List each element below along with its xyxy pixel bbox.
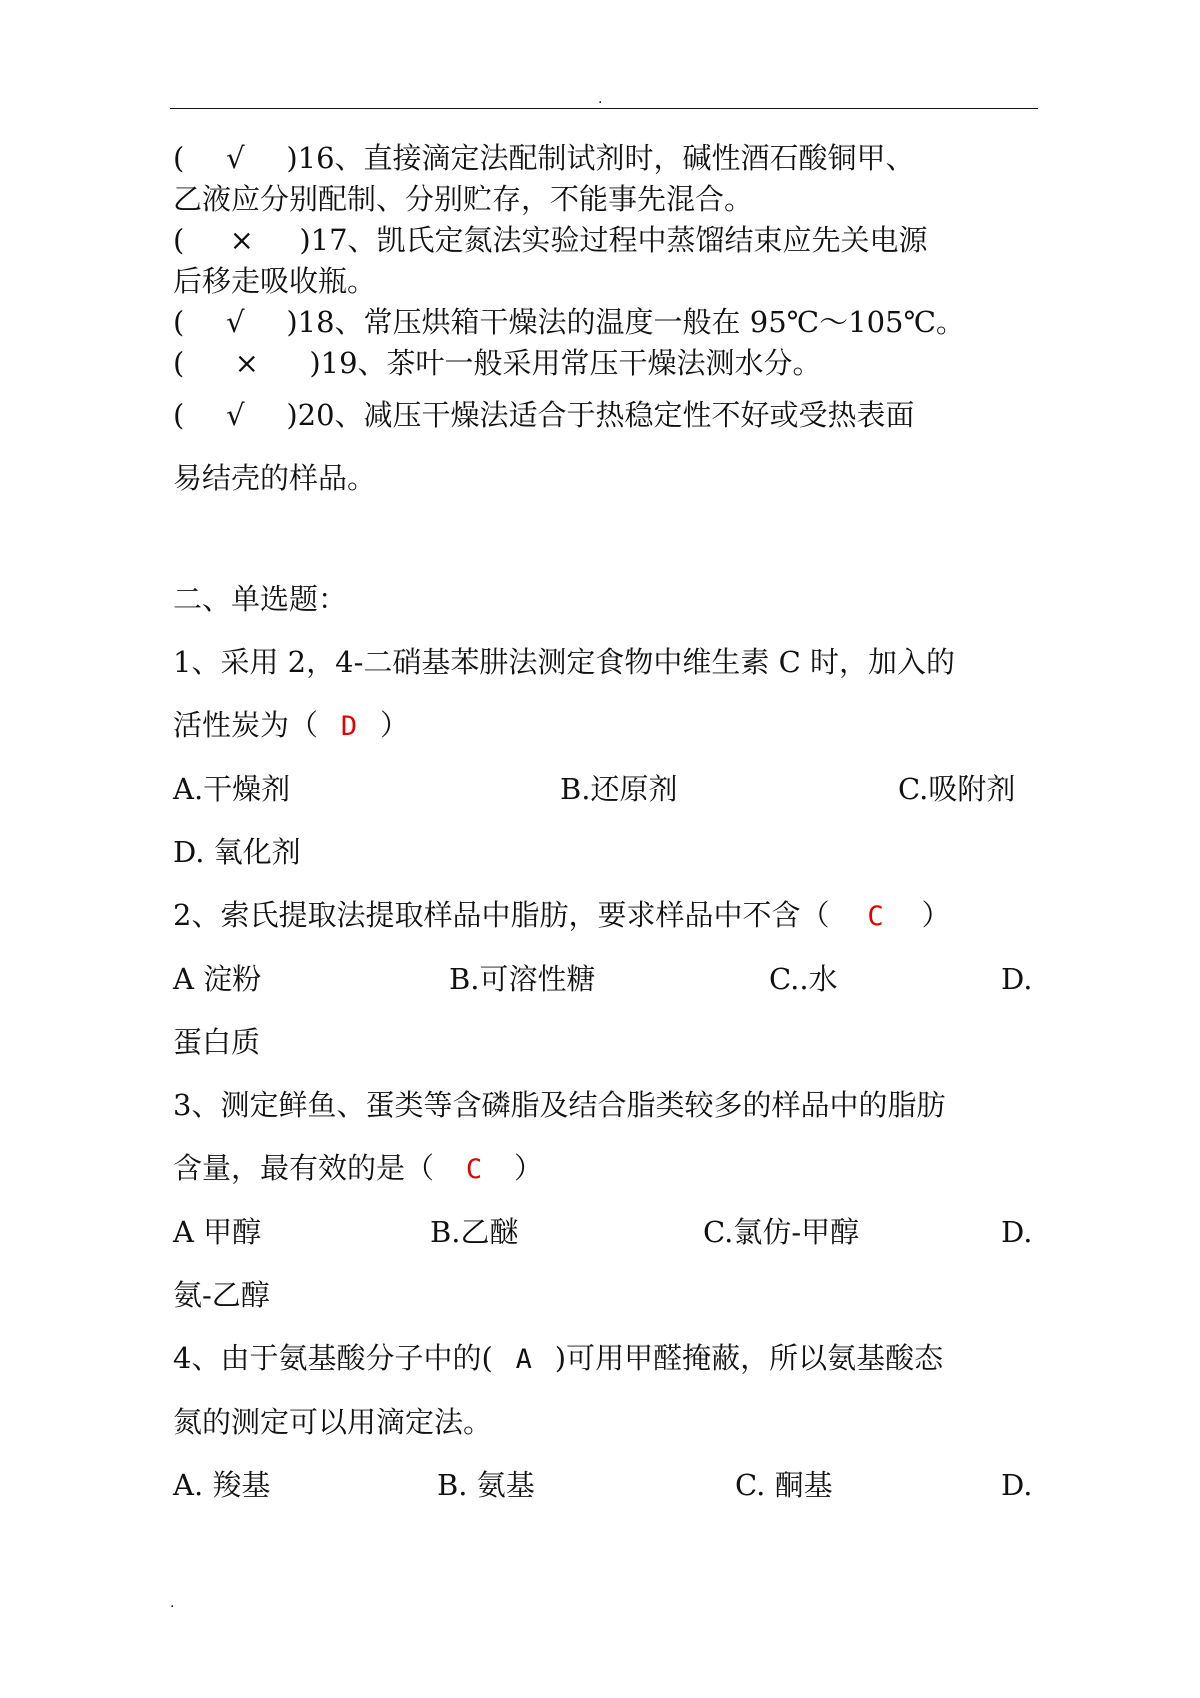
tf-item-17 [173, 220, 1033, 261]
options-row [173, 1454, 1033, 1517]
option-d: D. 氧化剂 [173, 835, 301, 869]
option-d-wrap: 蛋白质 [173, 1025, 261, 1059]
document-body [173, 138, 1033, 1517]
options-row [173, 1201, 1033, 1264]
tf-item-20 [173, 384, 1033, 447]
answer-mark: C [867, 901, 884, 932]
answer-mark: C [465, 1154, 483, 1185]
option-c: C. 酮基 [735, 1468, 833, 1502]
check-mark: √ [226, 141, 245, 175]
question-2 [173, 884, 1033, 948]
option-d: D. [1001, 962, 1033, 996]
tf-item-20-block [173, 384, 1033, 510]
question-4-line2: 氮的测定可以用滴定法。 [173, 1405, 493, 1439]
cross-mark: × [234, 346, 259, 380]
option-a: A 淀粉 [173, 962, 262, 996]
statement-text: 17、凯氏定氮法实验过程中蒸馏结束应先关电源 [310, 223, 928, 257]
question-3: 3、测定鲜鱼、蛋类等含磷脂及结合脂类较多的样品中的脂肪 [173, 1088, 946, 1122]
question-text: 活性炭为（ [173, 708, 319, 742]
header-dot: . [598, 91, 603, 107]
question-text: 2、索氏提取法提取样品中脂肪，要求样品中不含（ [173, 898, 830, 932]
option-a: A. 羧基 [173, 1468, 271, 1502]
question-text: ） [921, 898, 951, 932]
answer-mark: A [515, 1344, 532, 1375]
option-b: B. 氨基 [437, 1468, 535, 1502]
option-b: B.乙醚 [430, 1215, 519, 1249]
option-d: D. [1001, 1215, 1033, 1249]
question-text: ） [514, 1151, 544, 1185]
paren-close: ) [286, 141, 298, 175]
tf-item-16 [173, 138, 1033, 179]
paren-close: ) [309, 346, 321, 380]
section-title: 二、单选题： [173, 582, 348, 616]
tf-item-17-cont: 后移走吸收瓶。 [173, 264, 377, 298]
paren-open: ( [173, 346, 185, 380]
paren-open: ( [173, 398, 185, 432]
true-false-list [173, 138, 1033, 384]
paren-close: ) [299, 223, 311, 257]
statement-text: 18、常压烘箱干燥法的温度一般在 95℃～105℃。 [297, 305, 965, 339]
question-1-line2 [173, 694, 1033, 758]
paren-close: ) [286, 398, 298, 432]
question-text: 含量，最有效的是（ [173, 1151, 435, 1185]
question-list [173, 631, 1033, 1517]
header-rule [170, 108, 1038, 109]
statement-text: 20、减压干燥法适合于热稳定性不好或受热表面 [297, 398, 915, 432]
option-d: D. [1001, 1468, 1033, 1502]
option-c: C..水 [769, 962, 838, 996]
check-mark: √ [226, 398, 245, 432]
paren-open: ( [173, 305, 185, 339]
footer-dot: . [170, 1595, 175, 1611]
paren-open: ( [173, 223, 185, 257]
option-a: A.干燥剂 [173, 772, 291, 806]
option-d-wrap: 氨-乙醇 [173, 1278, 270, 1312]
tf-item-20-cont: 易结壳的样品。 [173, 461, 377, 495]
question-text: ） [380, 708, 410, 742]
tf-item-16-cont: 乙液应分别配制、分别贮存，不能事先混合。 [173, 182, 754, 216]
question-4 [173, 1327, 1033, 1391]
option-a: A 甲醇 [173, 1215, 262, 1249]
option-c: C.吸附剂 [898, 772, 1016, 806]
option-b: B.可溶性糖 [449, 962, 596, 996]
statement-text: 19、茶叶一般采用常压干燥法测水分。 [320, 346, 822, 380]
paren-close: ) [286, 305, 298, 339]
options-row [173, 758, 1033, 821]
question-1: 1、采用 2，4-二硝基苯肼法测定食物中维生素 C 时，加入的 [173, 645, 955, 679]
answer-mark: D [340, 711, 358, 742]
question-3-line2 [173, 1137, 1033, 1201]
cross-mark: × [229, 223, 254, 257]
tf-item-19 [173, 343, 1033, 384]
tf-item-18 [173, 302, 1033, 343]
statement-text: 16、直接滴定法配制试剂时，碱性酒石酸铜甲、 [297, 141, 915, 175]
options-row [173, 948, 1033, 1011]
option-b: B.还原剂 [560, 772, 678, 806]
paren-open: ( [173, 141, 185, 175]
question-text: 4、由于氨基酸分子中的( [173, 1341, 493, 1375]
check-mark: √ [226, 305, 245, 339]
question-text: )可用甲醛掩蔽，所以氨基酸态 [554, 1341, 944, 1375]
option-c: C.氯仿-甲醇 [703, 1215, 860, 1249]
